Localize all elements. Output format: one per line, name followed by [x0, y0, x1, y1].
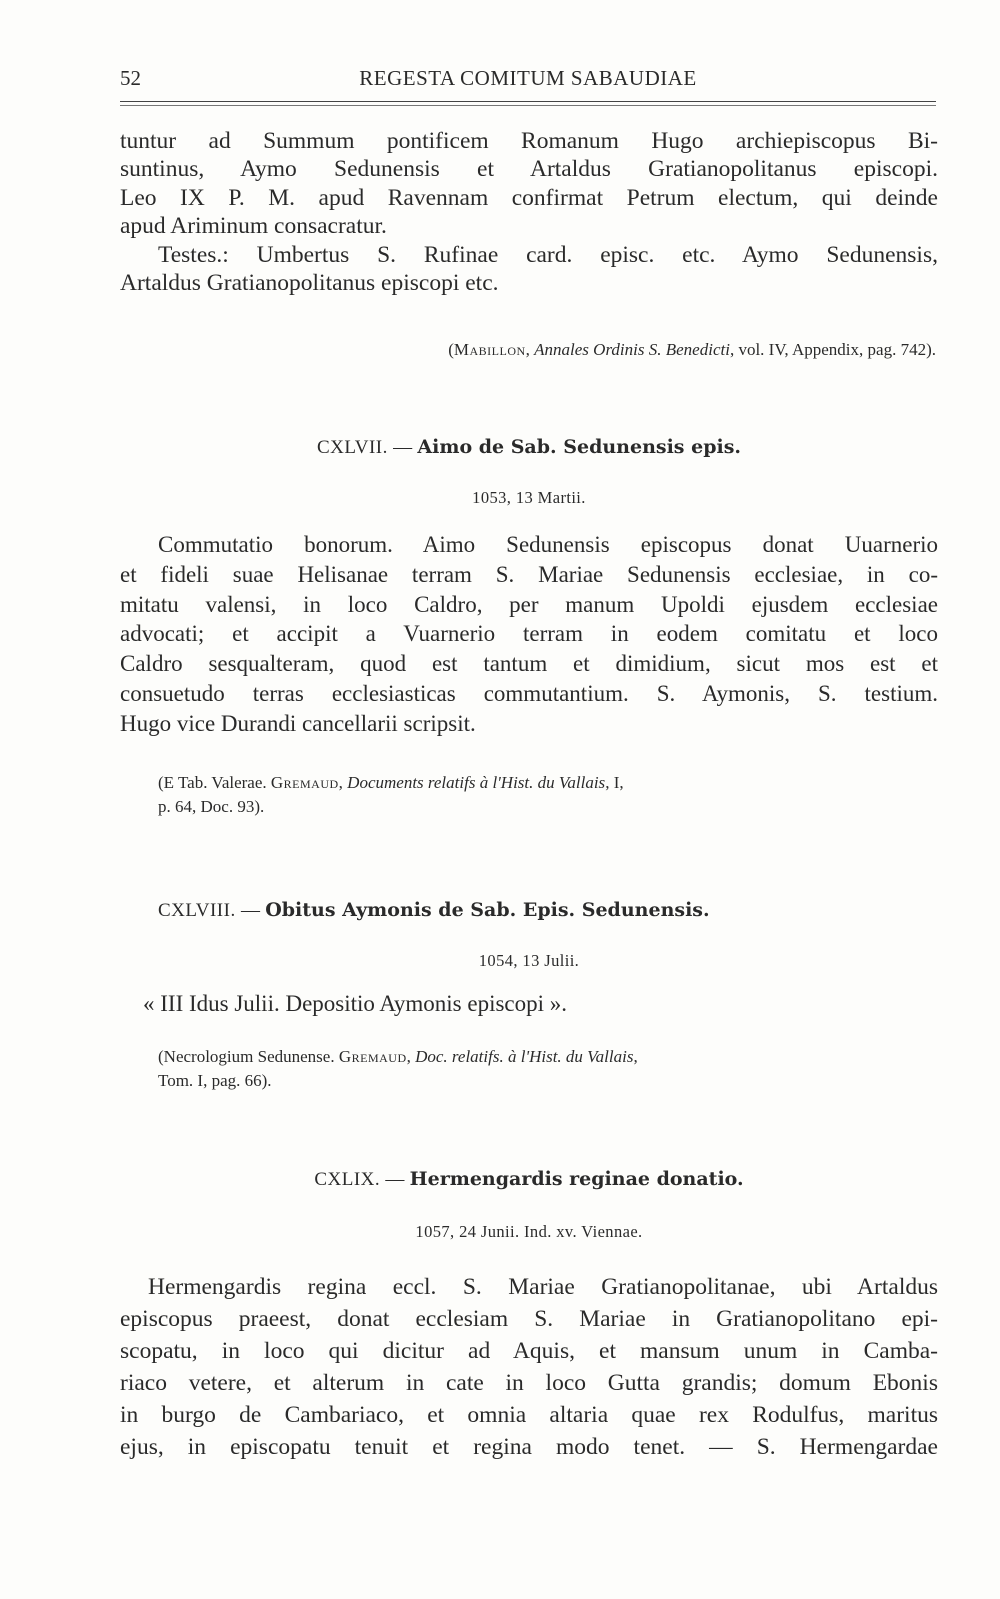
doc-body: [120, 530, 938, 739]
doc-title: Obitus Aymonis de Sab. Epis. Sedunensis.: [265, 899, 710, 921]
text-line: suntinus, Aymo Sedunensis et Artaldus Gratianopolitanus episcopi.: [120, 156, 938, 183]
text-line: et fideli suae Helisanae terram S. Mariae Sedunensis ecclesiae, in co-: [120, 561, 938, 587]
doc-number: CXLVII. —: [316, 437, 413, 458]
text-line: consuetudo terras ecclesiasticas commutantium. S. Aymonis, S. testium.: [120, 680, 938, 706]
source-work: Documents relatifs à l'Hist. du Vallais: [347, 773, 606, 792]
text-line: apud Ariminum consacratur.: [120, 213, 387, 240]
intro-source: (Mabillon, Annales Ordinis S. Benedicti, vol. IV, Appendix, pag. 742).: [448, 340, 936, 359]
doc-number: CXLVIII. —: [158, 900, 261, 921]
doc-date: 1057, 24 Junii. Ind. xv. Viennae.: [415, 1222, 643, 1241]
doc-heading: [158, 899, 938, 922]
testes-line: Artaldus Gratianopolitanus episcopi etc.: [120, 270, 499, 297]
text-line: riaco vetere, et alterum in cate in loco Gutta grandis; domum Ebonis: [120, 1370, 938, 1396]
text-line: episcopus praeest, donat ecclesiam S. Mariae in Gratianopolitano epi-: [120, 1306, 938, 1332]
intro-text: [120, 127, 938, 297]
source-author: Gremaud: [270, 773, 339, 792]
text-line: Commutatio bonorum. Aimo Sedunensis episcopus donat Uuarnerio: [158, 532, 938, 557]
text-line: Leo IX P. M. apud Ravennam confirmat Petrum electum, qui deinde: [120, 184, 938, 211]
running-title: REGESTA COMITUM SABAUDIAE: [359, 66, 697, 90]
source-work: Doc. relatifs. à l'Hist. du Vallais: [415, 1047, 634, 1066]
header-rule-thin: [120, 105, 936, 106]
doc-body: « III Idus Julii. Depositio Aymonis episcopi ».: [143, 991, 568, 1016]
text-line: scopatu, in loco qui dicitur ad Aquis, et mansum unum in Camba-: [120, 1338, 938, 1364]
doc-source: (E Tab. Valerae. Gremaud, Documents relatifs à l'Hist. du Vallais, I, p. 64, Doc. 93).: [158, 773, 624, 816]
text-line: advocati; et accipit a Vuarnerio terram in eodem comitatu et loco: [120, 621, 938, 647]
source-work: Annales Ordinis S. Benedicti: [534, 340, 730, 359]
text-line: Caldro sesqualteram, quod est tantum et dimidium, sicut mos est et: [120, 651, 938, 677]
text-line: ejus, in episcopatu tenuit et regina modo tenet. — S. Hermengardae: [120, 1434, 938, 1460]
page-header: [120, 66, 936, 96]
header-rule: [120, 101, 936, 102]
doc-title: Aimo de Sab. Sedunensis epis.: [417, 436, 742, 458]
source-author: Mabillon: [453, 340, 526, 359]
doc-date: 1053, 13 Martii.: [472, 488, 586, 507]
text-line: Hermengardis regina eccl. S. Mariae Gratianopolitanae, ubi Artaldus: [148, 1274, 938, 1300]
doc-source: (Necrologium Sedunense. Gremaud, Doc. relatifs. à l'Hist. du Vallais, Tom. I, pag. 66).: [158, 1047, 638, 1090]
doc-body: [120, 1271, 938, 1463]
testes-line: Testes.: Umbertus S. Rufinae card. episc. etc. Aymo Sedunensis,: [158, 241, 938, 268]
doc-heading: [120, 1168, 938, 1191]
doc-title: Hermengardis reginae donatio.: [409, 1168, 744, 1190]
text-line: mitatu valensi, in loco Caldro, per manum Upoldi ejusdem ecclesiae: [120, 591, 938, 617]
page-number: 52: [120, 66, 141, 90]
doc-number: CXLIX. —: [314, 1169, 405, 1190]
source-author: Gremaud: [338, 1047, 407, 1066]
text-line: tuntur ad Summum pontificem Romanum Hugo archiepiscopus Bi-: [120, 128, 938, 154]
text-line: Hugo vice Durandi cancellarii scripsit.: [120, 710, 476, 736]
doc-heading: [120, 436, 938, 459]
text-line: in burgo de Cambariaco, et omnia altaria quae rex Rodulfus, maritus: [120, 1402, 938, 1428]
doc-date: 1054, 13 Julii.: [478, 951, 580, 970]
